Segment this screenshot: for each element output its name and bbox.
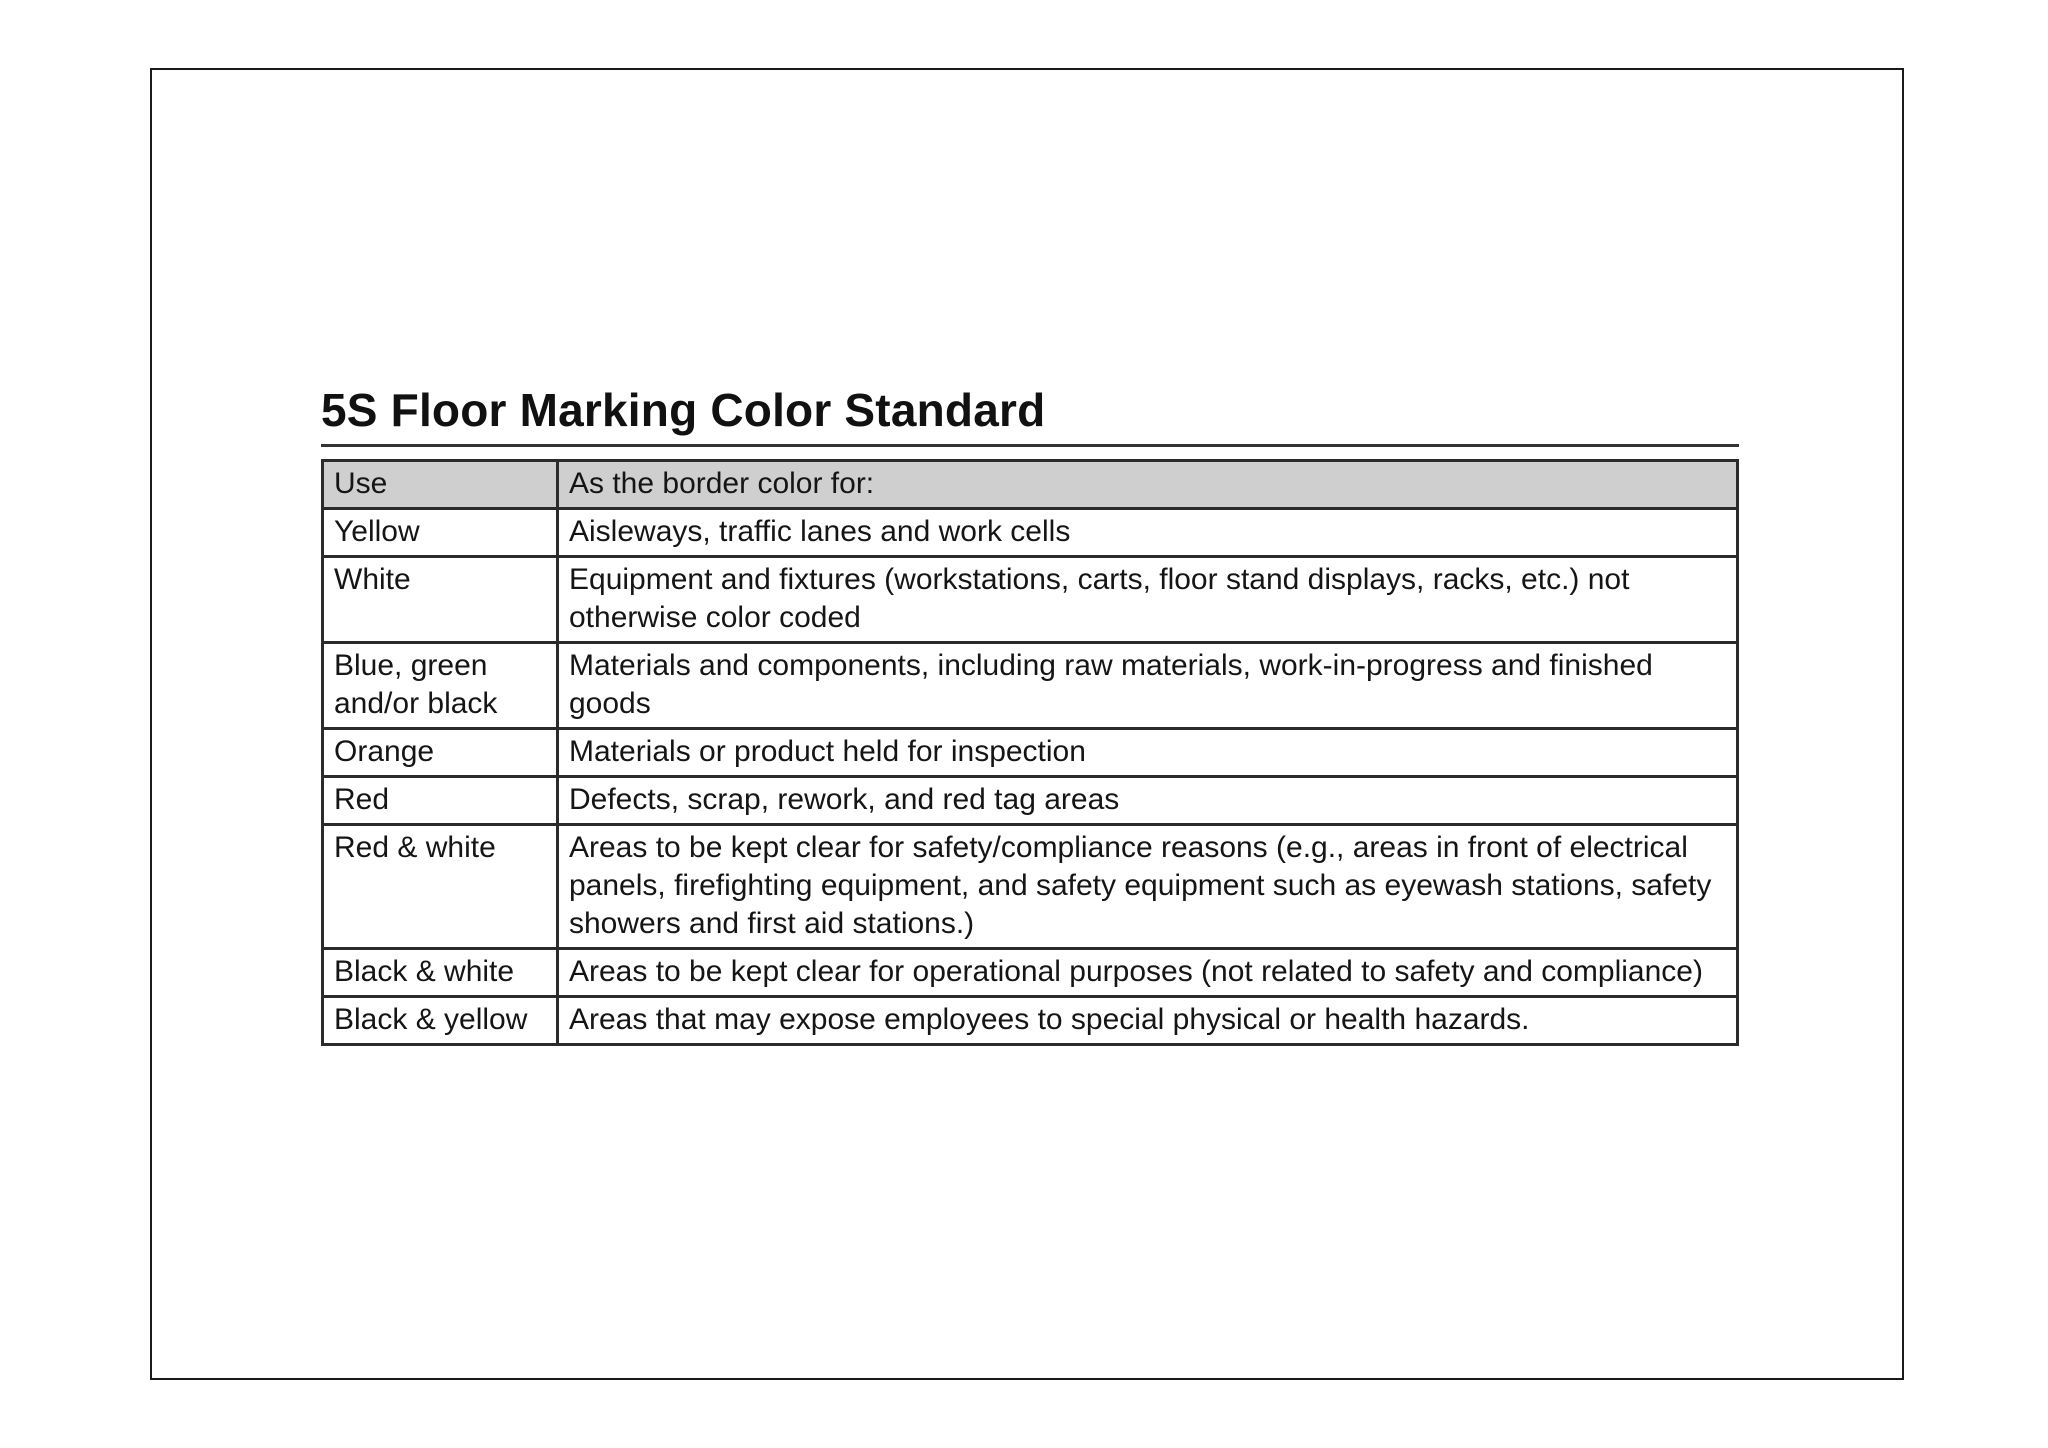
cell-description: Defects, scrap, rework, and red tag areas: [558, 777, 1738, 825]
cell-use: Blue, green and/or black: [323, 643, 558, 729]
cell-use: White: [323, 557, 558, 643]
title-divider: [321, 444, 1739, 447]
cell-use: Orange: [323, 729, 558, 777]
cell-description: Areas to be kept clear for safety/compliance reasons (e.g., areas in front of electrical panels, firefighting equipment, and safety equipment such as eyewash stations, safety showers and first aid stations.): [558, 825, 1738, 949]
table-row: [323, 777, 1738, 825]
table-row: [323, 949, 1738, 997]
header-description: As the border color for:: [558, 461, 1738, 509]
cell-use: Red & white: [323, 825, 558, 949]
table-row: [323, 557, 1738, 643]
table-row: [323, 643, 1738, 729]
cell-description: Equipment and fixtures (workstations, carts, floor stand displays, racks, etc.) not otherwise color coded: [558, 557, 1738, 643]
cell-description: Areas that may expose employees to special physical or health hazards.: [558, 997, 1738, 1045]
cell-use: Black & white: [323, 949, 558, 997]
table-row: [323, 729, 1738, 777]
cell-description: Aisleways, traffic lanes and work cells: [558, 509, 1738, 557]
table-row: [323, 825, 1738, 949]
cell-description: Areas to be kept clear for operational purposes (not related to safety and compliance): [558, 949, 1738, 997]
cell-description: Materials and components, including raw materials, work-in-progress and finished goods: [558, 643, 1738, 729]
page-title: 5S Floor Marking Color Standard: [321, 384, 1046, 436]
cell-use: Red: [323, 777, 558, 825]
color-standard-table: [321, 459, 1739, 1046]
document-content: [321, 384, 1739, 1046]
cell-use: Yellow: [323, 509, 558, 557]
header-use: Use: [323, 461, 558, 509]
table-header-row: [323, 461, 1738, 509]
cell-use: Black & yellow: [323, 997, 558, 1045]
cell-description: Materials or product held for inspection: [558, 729, 1738, 777]
table-row: [323, 509, 1738, 557]
table-row: [323, 997, 1738, 1045]
